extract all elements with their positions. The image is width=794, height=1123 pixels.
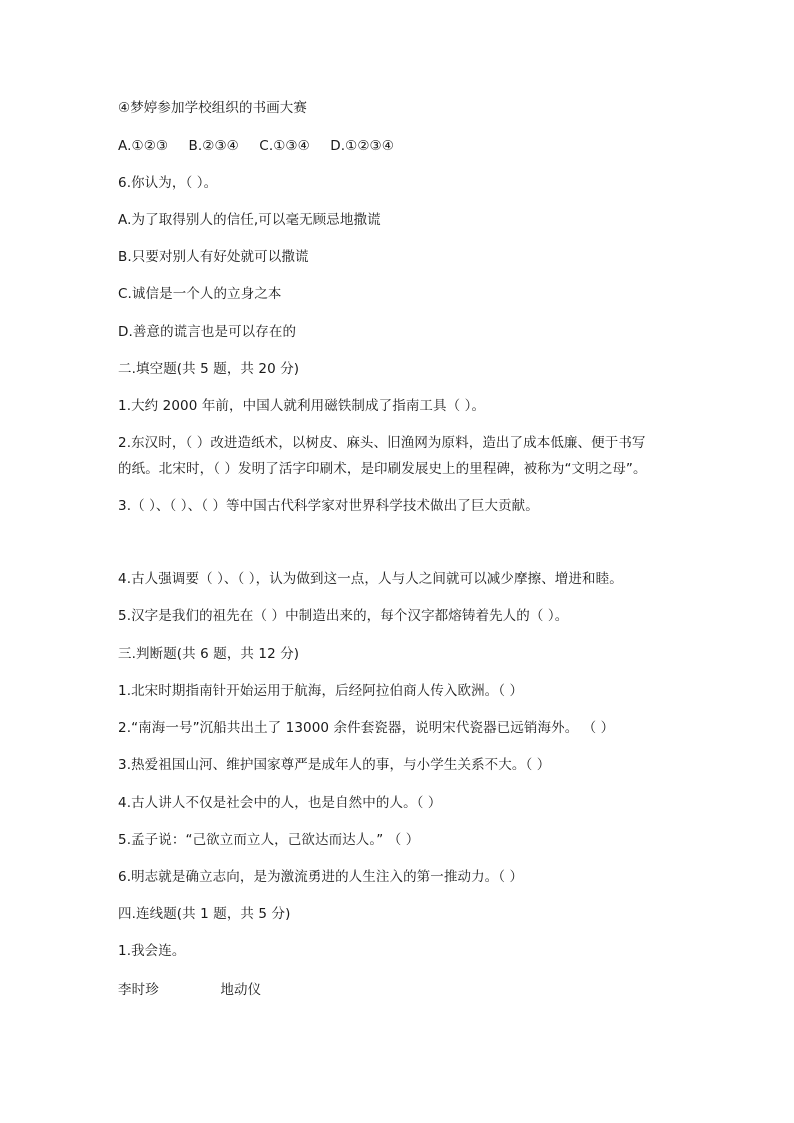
judge-question-6: 6.明志就是确立志向，是为激流勇进的人生注入的第一推动力。（ ）: [118, 869, 524, 885]
section-2-heading: 二.填空题(共 5 题，共 20 分): [118, 361, 300, 377]
question-6-option-c: C.诚信是一个人的立身之本: [118, 286, 282, 302]
judge-question-5: 5.孟子说：“己欲立而立人，己欲达而达人。” （ ）: [118, 832, 420, 848]
judge-question-2: 2.“南海一号”沉船共出土了 13000 余件套瓷器，说明宋代瓷器已远销海外。 （ ）: [118, 720, 615, 736]
question-6-option-d: D.善意的谎言也是可以存在的: [118, 324, 297, 340]
option-c: C.①③④: [259, 138, 310, 154]
question-6-option-b: B.只要对别人有好处就可以撒谎: [118, 249, 309, 265]
match-left-item: 李时珍: [118, 982, 159, 998]
question-6-option-a: A.为了取得别人的信任,可以毫无顾忌地撒谎: [118, 212, 381, 228]
option-b: B.②③④: [188, 138, 239, 154]
answer-options-row: [118, 136, 394, 156]
section-3-heading: 三.判断题(共 6 题，共 12 分): [118, 646, 300, 662]
fill-question-1: 1.大约 2000 年前，中国人就利用磁铁制成了指南工具（ ）。: [118, 398, 486, 414]
section-4-heading: 四.连线题(共 1 题，共 5 分): [118, 906, 291, 922]
fill-question-4: 4.古人强调要（ ）、（ ），认为做到这一点，人与人之间就可以减少摩擦、增进和睦。: [118, 571, 623, 587]
option-a: A.①②③: [118, 138, 169, 154]
judge-question-4: 4.古人讲人不仅是社会中的人，也是自然中的人。（ ）: [118, 795, 442, 811]
judge-question-3: 3.热爱祖国山河、维护国家尊严是成年人的事，与小学生关系不大。（ ）: [118, 757, 551, 773]
fill-question-5: 5.汉字是我们的祖先在（ ）中制造出来的，每个汉字都熔铸着先人的（ ）。: [118, 608, 569, 624]
question-item-4: ④梦婷参加学校组织的书画大赛: [118, 100, 308, 116]
match-row: [118, 980, 261, 1000]
match-right-item: 地动仪: [220, 982, 262, 998]
fill-question-2-line-2: 的纸。北宋时，（ ）发明了活字印刷术，是印刷发展史上的里程碑，被称为“文明之母”。: [118, 461, 647, 477]
match-question-1: 1.我会连。: [118, 943, 186, 959]
judge-question-1: 1.北宋时期指南针开始运用于航海，后经阿拉伯商人传入欧洲。（ ）: [118, 683, 524, 699]
fill-question-2-line-1: 2.东汉时，（ ）改进造纸术，以树皮、麻头、旧渔网为原料，造出了成本低廉、便于书写: [118, 435, 646, 451]
question-6-stem: 6.你认为，（ ）。: [118, 175, 218, 191]
fill-question-3: 3.（ ）、（ ）、（ ）等中国古代科学家对世界科学技术做出了巨大贡献。: [118, 498, 539, 514]
option-d: D.①②③④: [330, 138, 394, 154]
